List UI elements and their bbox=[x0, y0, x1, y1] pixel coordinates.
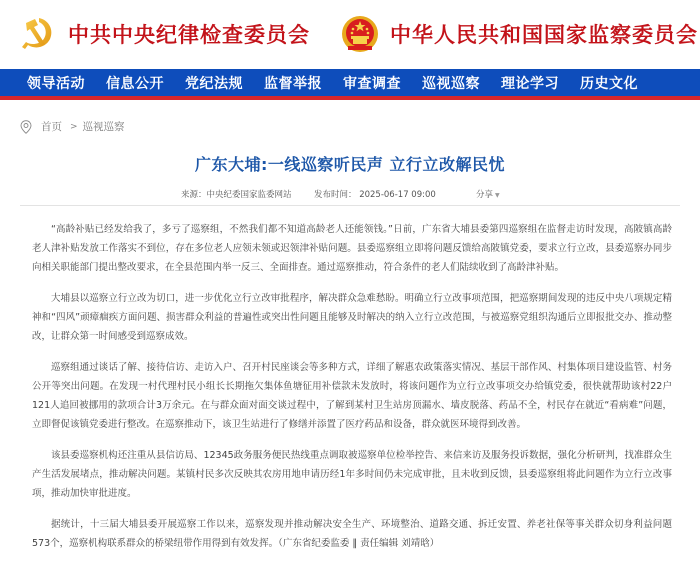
nav-item-leadership[interactable]: 领导活动 bbox=[27, 75, 85, 92]
ccdi-brand-link[interactable] bbox=[18, 12, 310, 56]
nav-item-theory[interactable]: 理论学习 bbox=[501, 75, 559, 92]
article-body bbox=[32, 220, 672, 565]
article-paragraph: 大埔县以巡察立行立改为切口，进一步优化立行立改审批程序，解决群众急难愁盼。明确立行立改事项范围，把巡察期间发现的违反中央八项规定精神和“四风”顽瘴痼疾方面问题、损害群众利益的普遍性或突出性问题且能够及时解决的纳入立行立改范围，与被巡察党组织沟通后立即报批交办、推动整改，让群众第一时间感受到巡察成效。 bbox=[32, 293, 672, 342]
article-paragraph: 巡察组通过谈话了解、接待信访、走访入户、召开村民座谈会等多种方式，详细了解惠农政策落实情况、基层干部作风、村集体项目建设监管、村务公开等突出问题。在发现一村代理村民小组长长期拖欠集体鱼塘征用补偿款未发放时，将该问题作为立行立改事项交办给镇党委，很快就帮助该村22户121人追回被挪用的款项合计3万余元。在与群众面对面交谈过程中，了解到某村卫生站房顶漏水、墙皮脱落、药品不全，村民存在就近“看病难”问题，立即督促该镇党委进行整改。在巡察推动下，该卫生站进行了修缮并添置了医疗药品和设备，群众就医环境得到改善。 bbox=[32, 362, 672, 430]
nav-item-history[interactable]: 历史文化 bbox=[580, 75, 638, 92]
chevron-down-icon: ▼ bbox=[495, 192, 500, 199]
location-pin-icon bbox=[20, 120, 32, 134]
share-label: 分享 bbox=[476, 190, 494, 200]
ccdi-title: 中共中央纪律检查委员会 bbox=[68, 22, 310, 47]
site-header bbox=[0, 0, 700, 68]
breadcrumb-separator: > bbox=[70, 121, 78, 132]
article-paragraph: “高龄补贴已经发给我了，多亏了巡察组，不然我们都不知道高龄老人还能领钱。”日前，广东省大埔县委第四巡察组在监督走访时发现，高陂镇高龄老人津补贴发放工作落实不到位，存在多位老人应领未领或迟领津补贴问题。县委巡察组立即将问题反馈给高陂镇党委，要求立行立改，县委巡察办同步向相关职能部门提出整改要求，在全县范围内举一反三、全面排查。通过巡察推动，符合条件的老人们陆续收到了高龄津补贴。 bbox=[32, 224, 672, 273]
nav-item-investigation[interactable]: 审查调查 bbox=[343, 75, 401, 92]
article-title: 广东大埔:一线巡察听民声 立行立改解民忧 bbox=[195, 155, 505, 174]
nav-red-stripe bbox=[0, 96, 700, 100]
breadcrumb-current-link[interactable]: 巡视巡察 bbox=[82, 121, 125, 133]
main-nav bbox=[0, 69, 700, 96]
article-paragraph: 据统计，十三届大埔县委开展巡察工作以来，巡察发现并推动解决安全生产、环境整治、道路交通、拆迁安置、养老社保等事关群众切身利益问题573个，巡察机构联系群众的桥梁纽带作用得到有效发挥。（广东省纪委监委 ‖ 责任编辑 刘靖晗） bbox=[32, 519, 672, 549]
breadcrumb-home-link[interactable]: 首页 bbox=[41, 121, 62, 133]
nsc-title: 中华人民共和国国家监察委员会 bbox=[390, 22, 698, 47]
article-paragraph: 该县委巡察机构还注重从县信访局、12345政务服务便民热线重点调取被巡察单位检举控告、来信来访及服务投诉数据，强化分析研判，找准群众生产生活发展堵点，推动解决问题。某镇村民多次反映其农房用地申请历经1年多时间仍未完成审批，且未收到反馈，县委巡察组将此问题作为立行立改事项，推动加快审批进度。 bbox=[32, 450, 672, 499]
national-emblem-icon bbox=[340, 14, 380, 54]
nav-item-inspection[interactable]: 巡视巡察 bbox=[422, 75, 480, 92]
breadcrumb bbox=[20, 119, 125, 134]
publish-time: 发布时间： 2025-06-17 09:00 bbox=[314, 190, 436, 200]
article-source: 来源：中央纪委国家监委网站 bbox=[181, 190, 292, 200]
nav-item-info-disclosure[interactable]: 信息公开 bbox=[106, 75, 164, 92]
nsc-brand-link[interactable] bbox=[340, 12, 698, 56]
party-emblem-icon bbox=[18, 14, 58, 54]
meta-divider bbox=[20, 205, 680, 206]
nav-item-report[interactable]: 监督举报 bbox=[264, 75, 322, 92]
share-button[interactable] bbox=[476, 188, 500, 200]
nav-item-regulations[interactable]: 党纪法规 bbox=[185, 75, 243, 92]
